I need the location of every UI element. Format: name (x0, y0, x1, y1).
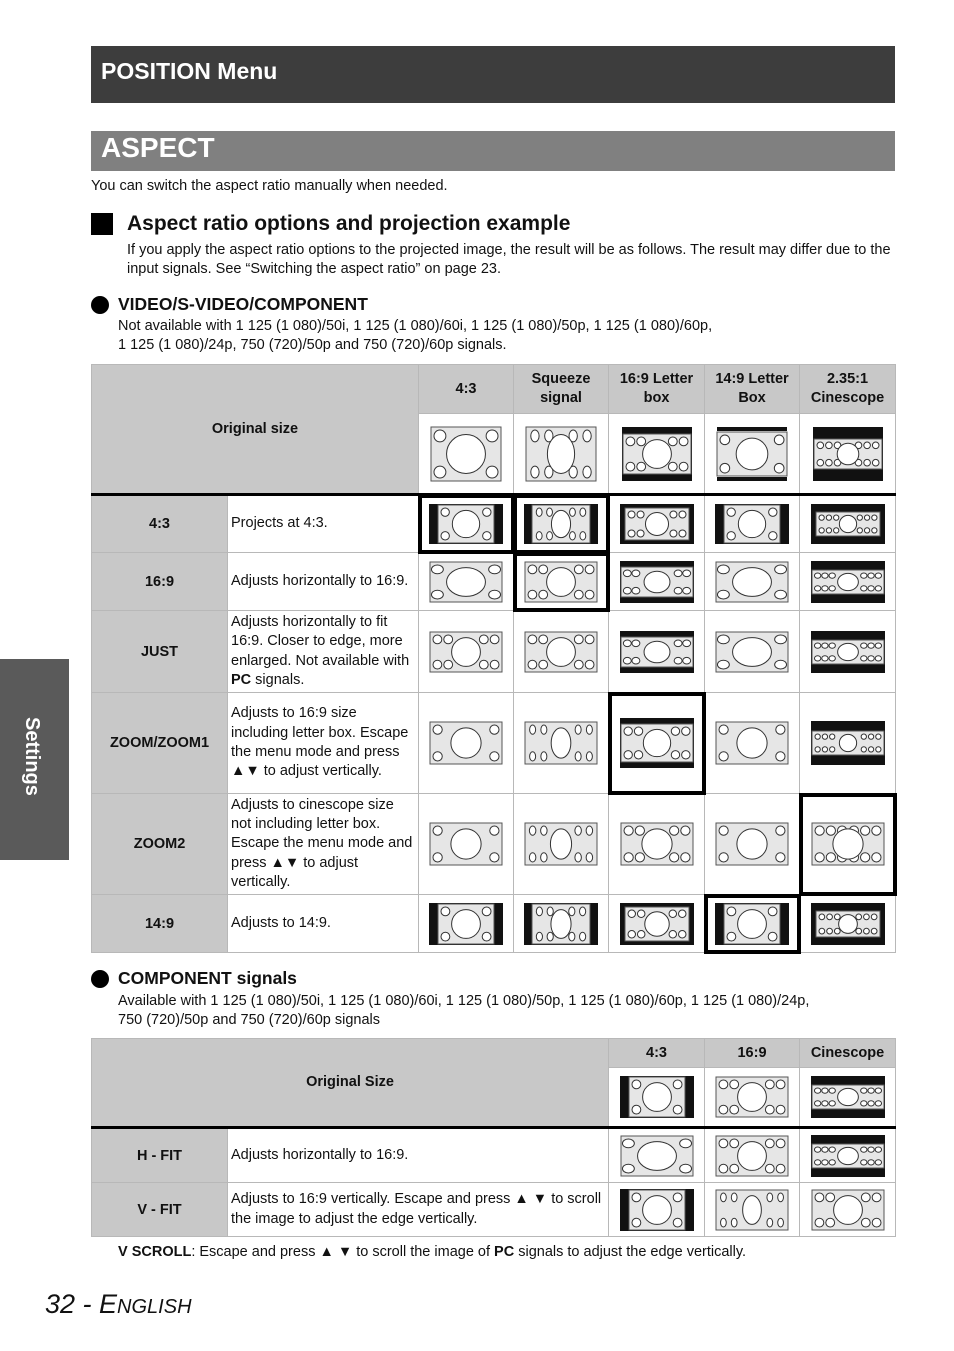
row-label-14-9: 14:9 (92, 895, 228, 953)
component-aspect-table (91, 1038, 896, 1237)
result-thumb (524, 822, 598, 866)
result-thumb (524, 631, 598, 673)
result-thumb (429, 721, 503, 765)
video-title: VIDEO/S-VIDEO/COMPONENT (118, 294, 368, 314)
v-scroll-footnote (118, 1244, 746, 1260)
result-thumb (715, 903, 789, 945)
video-desc-line1: Not available with 1 125 (1 080)/50i, 1 125 (1 080)/60i, 1 125 (1 080)/50p, 1 125 (1 080)/60p, (118, 318, 713, 334)
section-title-bar (91, 131, 895, 171)
row-desc-14-9: Adjusts to 14:9. (228, 895, 419, 953)
page-lang-first: E (99, 1289, 118, 1319)
result-thumb (524, 903, 598, 945)
result-thumb (715, 631, 789, 673)
result-thumb (524, 504, 598, 544)
settings-side-tab (0, 659, 69, 860)
result-thumb (620, 718, 694, 768)
row-desc-zoom1: Adjusts to 16:9 size including letter box. Escape the menu mode and press ▲▼ to adjust vertically. (228, 693, 419, 794)
col-header-4-3: 4:3 (609, 1039, 705, 1068)
row-label-v-fit: V - FIT (92, 1183, 228, 1237)
row-desc-just-text: Adjusts horizontally to fit 16:9. Closer to edge, more enlarged. Not available with (231, 613, 410, 669)
result-thumb (715, 822, 789, 866)
component-title: COMPONENT signals (118, 968, 297, 988)
original-16-9-thumb (715, 1076, 789, 1118)
row-desc-just-tail: signals. (251, 671, 305, 688)
result-thumb (524, 721, 598, 765)
result-thumb (620, 1135, 694, 1177)
row-desc-v-fit: Adjusts to 16:9 vertically. Escape and press ▲ ▼ to scroll the image to adjust the edge vertically. (228, 1183, 609, 1237)
result-thumb (811, 1189, 885, 1231)
result-thumb (811, 903, 885, 945)
footnote-text-tail: signals to adjust the edge vertically. (514, 1244, 747, 1260)
footnote-pc: PC (494, 1244, 515, 1260)
col-header-16-9-letterbox: 16:9 Letter box (609, 365, 705, 414)
subsection-desc: If you apply the aspect ratio options to the projected image, the result will be as follows. The result may differ due to the input signals. See “Switching the aspect ratio” on page 23. (127, 242, 891, 277)
video-desc-line2: 1 125 (1 080)/24p, 750 (720)/50p and 750 (720)/60p signals. (118, 337, 507, 353)
bullet-icon (91, 970, 109, 988)
result-thumb (429, 561, 503, 603)
result-thumb (811, 561, 885, 603)
result-thumb (715, 561, 789, 603)
component-heading (91, 968, 297, 989)
row-label-just: JUST (92, 611, 228, 693)
original-size-header: Original Size (92, 1039, 609, 1128)
video-heading (91, 294, 368, 315)
result-thumb (429, 822, 503, 866)
original-cinescope-thumb (811, 425, 885, 483)
page-lang-rest: NGLISH (117, 1296, 192, 1318)
col-header-4-3: 4:3 (419, 365, 514, 414)
col-header-squeeze: Squeeze signal (514, 365, 609, 414)
component-desc-line1: Available with 1 125 (1 080)/50i, 1 125 (1 080)/60i, 1 125 (1 080)/50p, 1 125 (1 080)/60p, 1 125 (1 080)/24p, (118, 993, 810, 1009)
row-label-4-3: 4:3 (92, 495, 228, 553)
result-thumb (811, 1135, 885, 1177)
result-thumb (620, 504, 694, 544)
footnote-text: : Escape and press ▲ ▼ to scroll the image of (191, 1244, 495, 1260)
col-header-16-9: 16:9 (705, 1039, 800, 1068)
original-4-3-thumb (429, 425, 503, 483)
menu-title-bar (91, 46, 895, 103)
video-desc (118, 317, 712, 355)
square-bullet-icon (91, 213, 113, 235)
original-14-9-letterbox-thumb (715, 425, 789, 483)
row-desc-h-fit: Adjusts horizontally to 16:9. (228, 1128, 609, 1183)
result-thumb (811, 721, 885, 765)
result-thumb (620, 903, 694, 945)
intro-text: You can switch the aspect ratio manually when needed. (91, 178, 448, 194)
side-tab-label: Settings (21, 717, 43, 796)
result-thumb (524, 561, 598, 603)
row-label-zoom1: ZOOM/ZOOM1 (92, 693, 228, 794)
video-aspect-table (91, 364, 896, 953)
row-desc-zoom2: Adjusts to cinescope size not including letter box. Escape the menu mode and press ▲▼ to adjust vertically. (228, 794, 419, 895)
row-desc-just-bold: PC (231, 671, 252, 688)
result-thumb (715, 504, 789, 544)
result-thumb (620, 631, 694, 673)
row-desc-just (228, 611, 419, 693)
original-squeeze-thumb (524, 425, 598, 483)
row-label-zoom2: ZOOM2 (92, 794, 228, 895)
result-thumb (429, 903, 503, 945)
row-label-16-9: 16:9 (92, 553, 228, 611)
menu-title: POSITION Menu (101, 58, 278, 84)
original-cinescope-thumb (811, 1076, 885, 1118)
bullet-icon (91, 296, 109, 314)
subsection-heading (91, 212, 570, 236)
result-thumb (811, 822, 885, 866)
section-title: ASPECT (101, 132, 215, 163)
result-thumb (811, 504, 885, 544)
col-header-cinescope: 2.35:1 Cinescope (800, 365, 896, 414)
page-number-value: 32 - (45, 1289, 100, 1319)
row-desc-4-3: Projects at 4:3. (228, 495, 419, 553)
original-4-3-thumb (620, 1076, 694, 1118)
row-desc-16-9: Adjusts horizontally to 16:9. (228, 553, 419, 611)
page-number (45, 1289, 192, 1320)
footnote-term: V SCROLL (118, 1244, 192, 1260)
result-thumb (429, 631, 503, 673)
result-thumb (715, 1135, 789, 1177)
col-header-14-9-letterbox: 14:9 Letter Box (705, 365, 800, 414)
component-desc (118, 992, 809, 1030)
col-header-cinescope: Cinescope (800, 1039, 896, 1068)
original-size-header: Original size (92, 365, 419, 495)
result-thumb (620, 561, 694, 603)
result-thumb (715, 721, 789, 765)
original-16-9-letterbox-thumb (620, 425, 694, 483)
row-label-h-fit: H - FIT (92, 1128, 228, 1183)
result-thumb (811, 631, 885, 673)
result-thumb (620, 1189, 694, 1231)
component-desc-line2: 750 (720)/50p and 750 (720)/60p signals (118, 1012, 380, 1028)
subsection-title: Aspect ratio options and projection example (127, 212, 571, 235)
result-thumb (620, 822, 694, 866)
result-thumb (429, 504, 503, 544)
result-thumb (715, 1189, 789, 1231)
